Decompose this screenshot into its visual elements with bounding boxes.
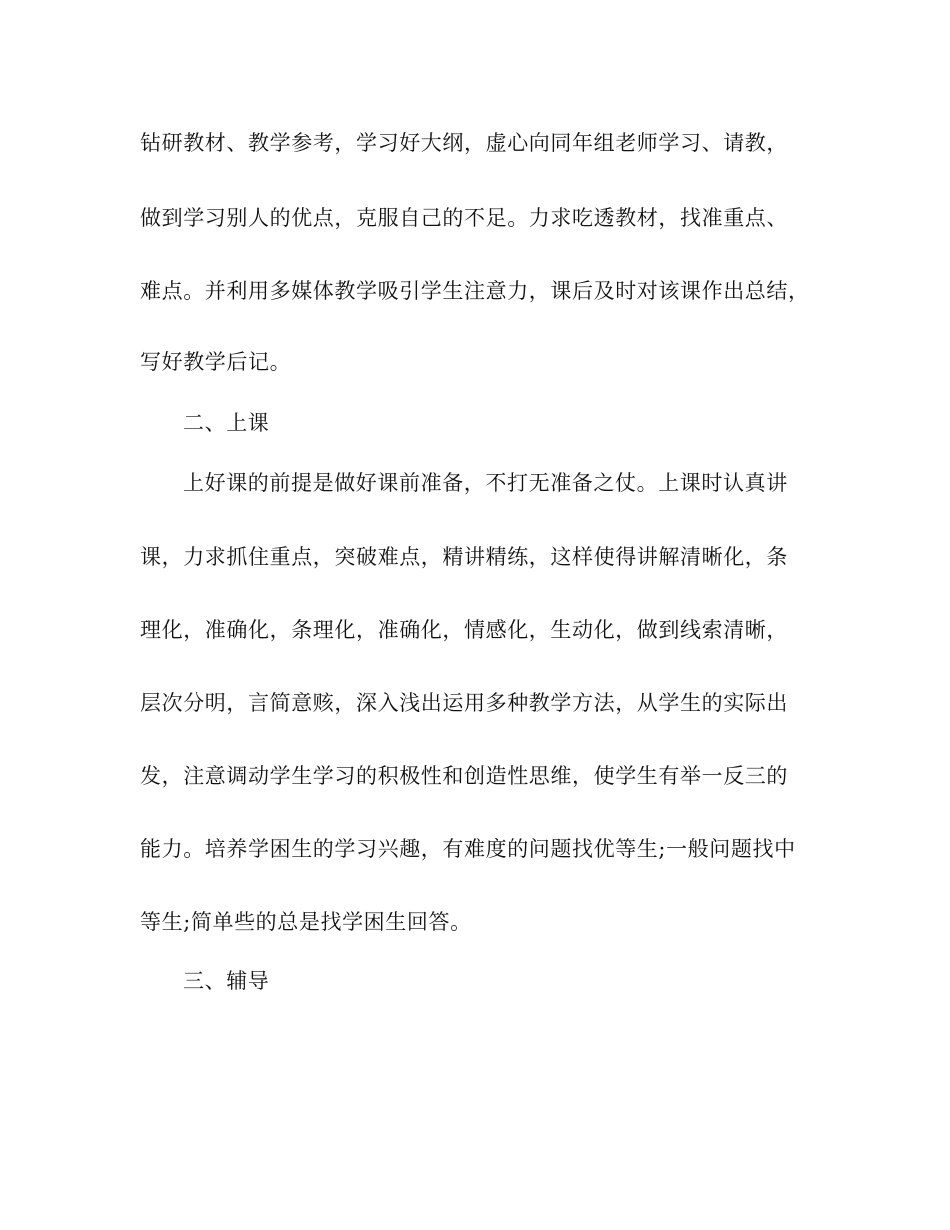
paragraph-line: 上好课的前提是做好课前准备，不打无准备之仗。上课时认真讲 [183, 471, 788, 495]
paragraph-line: 发，注意调动学生学习的积极性和创造性思维，使学生有举一反三的 [140, 764, 788, 788]
paragraph-line: 能力。培养学困生的学习兴趣，有难度的问题找优等生;一般问题找中 [140, 837, 796, 861]
paragraph-line: 理化，准确化，条理化，准确化，情感化，生动化，做到线索清晰， [140, 618, 788, 642]
paragraph-line: 钻研教材、教学参考，学习好大纲，虚心向同年组老师学习、请教， [140, 131, 788, 155]
paragraph-line: 写好教学后记。 [140, 350, 292, 374]
paragraph-line: 难点。并利用多媒体教学吸引学生注意力，课后及时对该课作出总结， [140, 279, 810, 303]
paragraph-line: 层次分明，言简意赅，深入浅出运用多种教学方法，从学生的实际出 [140, 691, 788, 715]
paragraph-line: 做到学习别人的优点，克服自己的不足。力求吃透教材，找准重点、 [140, 206, 788, 230]
section-heading: 三、辅导 [183, 969, 270, 993]
paragraph-line: 等生;简单些的总是找学困生回答。 [140, 910, 472, 934]
section-heading: 二、上课 [183, 411, 270, 435]
paragraph-line: 课，力求抓住重点，突破难点，精讲精练，这样使得讲解清晰化，条 [140, 545, 788, 569]
